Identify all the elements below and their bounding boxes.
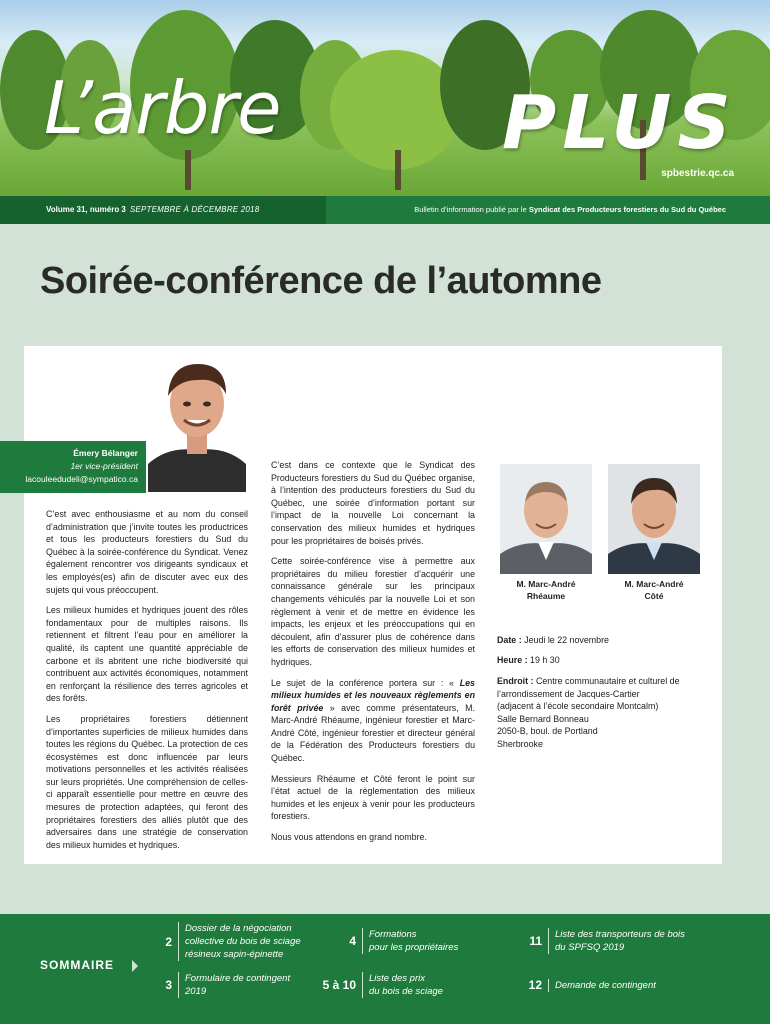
logo-plus: PLUS [502, 80, 737, 166]
author-tag [0, 441, 146, 493]
tree-trunk [185, 150, 191, 190]
toc-page-number: 12 [528, 978, 542, 992]
paragraph: C’est avec enthousiasme et au nom du conseil d’administration que j’invite toutes les productrices et tous les producteurs forestiers du Sud du Québec à la soirée-conférence du Syndicat. Venez également rencontrer vos dirigeants syndicaux et les employés(es) afin de discuter avec eux des sujets qui vous préoccupent. [46, 509, 248, 595]
author-role: 1er vice-président [70, 461, 138, 471]
toc-line: Formations [369, 929, 417, 940]
toc-item[interactable] [152, 922, 301, 961]
time-value: 19 h 30 [527, 655, 560, 665]
article-column-2 [271, 459, 475, 852]
toc-line: résineux sapin-épinette [185, 949, 284, 960]
toc-title [548, 979, 656, 992]
conference-topic: Les milieux humides et les nouveaux règlements en forêt privée [271, 677, 475, 713]
date-value: Jeudi le 22 novembre [521, 635, 609, 645]
article-title: Soirée-conférence de l’automne [40, 260, 602, 302]
toc-page-number: 3 [165, 978, 172, 992]
toc-line: du SPFSQ 2019 [555, 942, 625, 953]
paragraph: Les milieux humides et hydriques jouent des rôles fondamentaux pour de multiples raisons. Ils retiennent et filtrent l’eau pour en améliorer la qualité, ils captent une quantité appréciable de carbone et ils abritent une riche biodiversité qui contribuent aux activités économiques, notamment en renforçant la résilience des terres agricoles et des forêts. [46, 605, 248, 704]
place-line: 2050-B, boul. de Portland [497, 726, 598, 737]
website-link[interactable]: spbestrie.qc.ca [661, 168, 734, 179]
toc-title [362, 928, 458, 954]
toc-line: du bois de sciage [369, 986, 443, 997]
toc-title [548, 928, 685, 954]
tree-trunk [395, 150, 401, 190]
toc-title [362, 972, 443, 998]
event-place [497, 675, 697, 751]
toc-item[interactable] [318, 972, 443, 998]
article-column-1 [46, 508, 248, 859]
volume-number: Volume 31, numéro 3 [46, 205, 126, 214]
publisher-line [330, 205, 726, 214]
author-name: Émery Bélanger [73, 448, 138, 458]
place-value: Centre communautaire et culturel de l’arrondissement de Jacques-Cartier [497, 676, 680, 699]
speaker-name-line: M. Marc-André [516, 579, 576, 589]
toc-line: pour les propriétaires [369, 942, 459, 953]
issue-info-bar [0, 196, 770, 224]
publisher-name: Syndicat des Producteurs forestiers du Sud du Québec [528, 205, 726, 214]
speaker-name-cote [608, 578, 700, 602]
event-time [497, 654, 560, 667]
paragraph: C’est dans ce contexte que le Syndicat des Producteurs forestiers du Sud du Québec organise, à l’intention des producteurs forestiers du Sud du Québec, une soirée d’information portant sur l’impact de la nouvelle Loi concernant la conservation des milieux humides et hydriques pour les propriétaires de boisés privés. [271, 460, 475, 546]
toc-title [178, 972, 290, 998]
toc-page-number: 5 à 10 [322, 978, 356, 992]
toc-line: Formulaire de contingent [185, 973, 291, 984]
place-line: (adjacent à l’école secondaire Montcalm) [497, 701, 659, 712]
issue-volume [0, 196, 326, 224]
toc-line: Demande de contingent [555, 979, 656, 991]
toc-title [178, 922, 301, 961]
paragraph: Les propriétaires forestiers détiennent d’importantes superficies de milieux humides dans toutes les régions du Québec. La protection de ces écosystèmes est donc influencée par leurs motivations personnelles et les activités réalisées sur leurs propriétés. Une compréhension de celles-ci apparaît essentielle pour mettre en œuvre des mesures de protection adaptées, qui feront des propriétaires forestiers des alliés plutôt que des adversaires dans une stratégie de conservation des milieux humides et hydriques. [46, 713, 248, 850]
author-photo [148, 354, 246, 492]
place-label: Endroit : [497, 676, 534, 686]
paragraph: Cette soirée-conférence vise à permettre aux propriétaires du milieu forestier d’acquérir une connaissance générale sur les principaux changements véhiculés par la nouvelle Loi et son règlement à venir et de mettre en évidence les impacts, les enjeux et les préoccupations qui en découlent, afin d’assurer plus de cohérence dans les efforts de conservation des milieux humides et hydriques. [271, 556, 475, 667]
logo-arbre: L’arbre [44, 66, 281, 150]
event-date [497, 634, 609, 647]
chevron-right-icon [132, 960, 138, 972]
toc-page-number: 2 [165, 934, 172, 949]
paragraph [271, 677, 475, 765]
speaker-photo-rheaume [500, 464, 592, 574]
table-of-contents [0, 914, 770, 1024]
text: » avec comme présentateurs, M. Marc-André Rhéaume, ingénieur forestier et Marc-André Côté, ingénieur forestier et directeur général de la Fédération des Producteurs forestiers du Québec. [271, 702, 475, 764]
speaker-name-line: M. Marc-André [624, 579, 684, 589]
author-email[interactable]: lacouleedudeli@sympatico.ca [25, 474, 138, 484]
place-line: Salle Bernard Bonneau [497, 713, 589, 724]
issue-period: SEPTEMBRE À DÉCEMBRE 2018 [129, 205, 260, 214]
toc-line: Liste des transporteurs de bois [555, 929, 685, 940]
publisher-prefix: Bulletin d’information publié par le [414, 205, 529, 214]
toc-line: 2019 [185, 986, 207, 997]
paragraph: Nous vous attendons en grand nombre. [271, 832, 427, 843]
toc-page-number: 4 [349, 934, 356, 948]
date-label: Date : [497, 635, 522, 645]
toc-item[interactable] [318, 928, 458, 954]
time-label: Heure : [497, 655, 528, 665]
toc-item[interactable] [520, 928, 685, 954]
sommaire-label: SOMMAIRE [40, 958, 114, 972]
toc-item[interactable] [520, 978, 656, 992]
speaker-name-rheaume [500, 578, 592, 602]
paragraph: Messieurs Rhéaume et Côté feront le point sur l’état actuel de la règlementation des milieux humides et les enjeux à venir pour les producteurs forestiers. [271, 773, 475, 822]
speaker-name-line: Côté [644, 591, 664, 601]
speaker-name-line: Rhéaume [526, 591, 566, 601]
toc-item[interactable] [152, 972, 290, 998]
masthead [0, 0, 770, 196]
toc-page-number: 11 [529, 934, 542, 948]
speaker-photo-cote [608, 464, 700, 574]
place-line: Sherbrooke [497, 738, 543, 749]
toc-line: collective du bois de sciage [185, 936, 301, 947]
text: Le sujet de la conférence portera sur : « [271, 677, 460, 688]
toc-line: Dossier de la négociation [185, 923, 292, 934]
toc-line: Liste des prix [369, 973, 425, 984]
